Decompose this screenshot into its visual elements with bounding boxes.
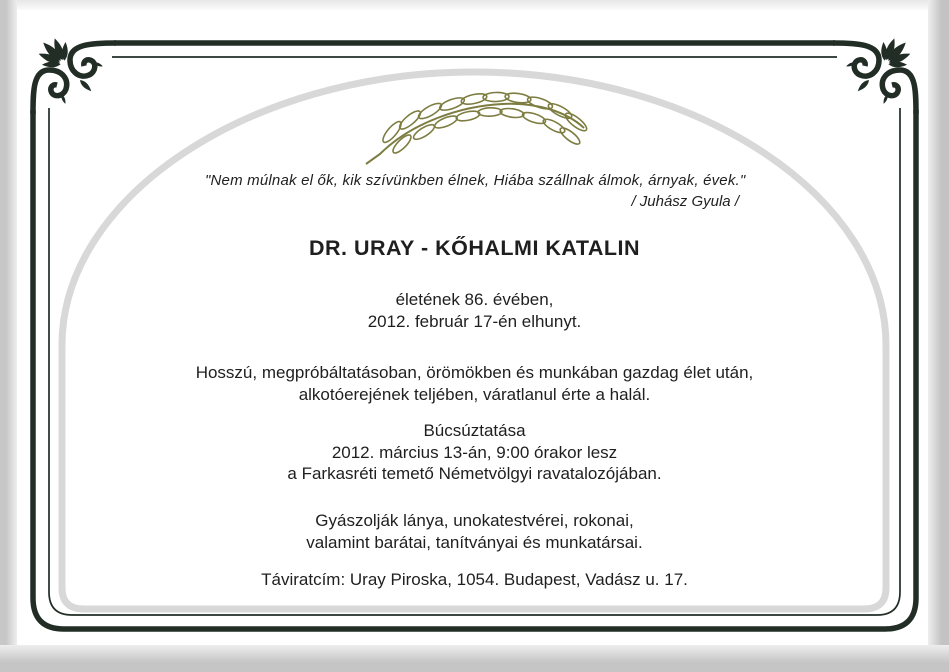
- mourner-line: Gyászolják lánya, unokatestvérei, rokonai,: [315, 511, 634, 530]
- life-line: alkotóerejének teljében, váratlanul érte a halál.: [298, 384, 651, 404]
- epigraph: [205, 172, 745, 210]
- farewell-line: a Farkasréti temető Németvölgyi ravatalozójában.: [287, 464, 662, 483]
- quote-text: "Nem múlnak el ők, kik szívünkben élnek, Hiába szállnak álmok, árnyak, évek.": [205, 172, 746, 189]
- mourner-line: valamint barátai, tanítványai és munkatársai.: [306, 532, 643, 552]
- mourners: [0, 510, 949, 553]
- death-line: életének 86. évében,: [395, 290, 554, 309]
- life-line: Hosszú, megpróbáltatásoban, örömökben és munkában gazdag élet után,: [195, 363, 754, 382]
- quote-attribution: / Juhász Gyula /: [631, 193, 739, 210]
- death-line: 2012. február 17-én elhunyt.: [367, 311, 582, 331]
- farewell-line: 2012. március 13-án, 9:00 órakor lesz: [331, 442, 618, 462]
- telegram-address: Táviratcím: Uray Piroska, 1054. Budapest, Vadász u. 17.: [261, 570, 688, 589]
- death-announcement: [0, 289, 949, 332]
- life-summary: [0, 362, 949, 405]
- farewell-details: [0, 420, 949, 485]
- farewell-line: Búcsúztatása: [423, 421, 526, 440]
- deceased-name: DR. URAY - KŐHALMI KATALIN: [308, 236, 641, 260]
